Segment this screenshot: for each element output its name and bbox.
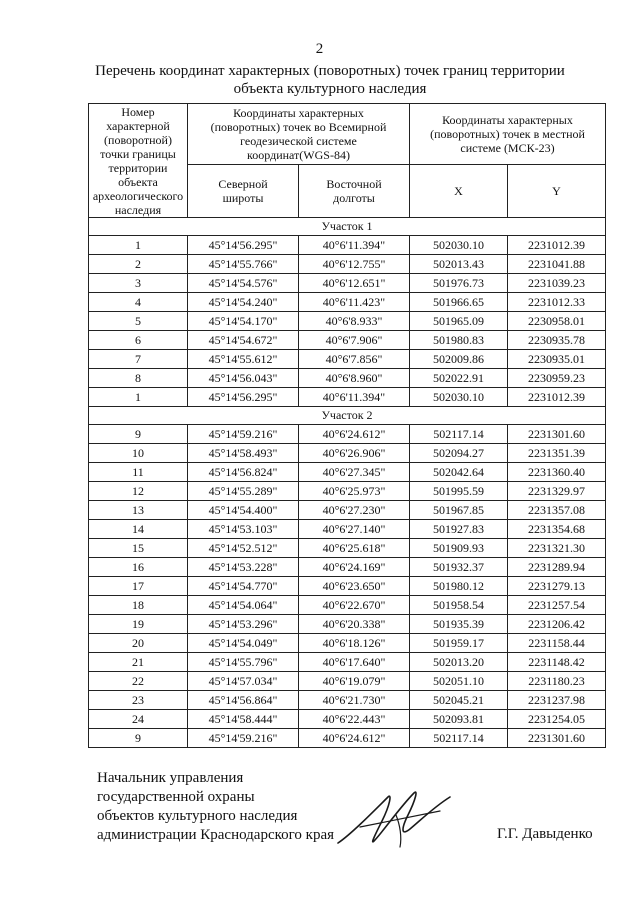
table-row — [89, 444, 606, 463]
table-row — [89, 274, 606, 293]
x-cell: 502042.64 — [410, 463, 508, 482]
x-cell: 501976.73 — [410, 274, 508, 293]
y-cell: 2231360.40 — [508, 463, 606, 482]
header-point-number-line: археологического — [92, 188, 184, 203]
y-cell: 2230935.01 — [508, 350, 606, 369]
header-x: X — [410, 165, 508, 218]
x-cell: 501932.37 — [410, 558, 508, 577]
point-number-cell: 17 — [89, 577, 188, 596]
longitude-cell: 40°6'11.394" — [299, 236, 410, 255]
signature-block — [97, 769, 334, 845]
y-cell: 2230935.78 — [508, 331, 606, 350]
latitude-cell: 45°14'54.576" — [188, 274, 299, 293]
latitude-cell: 45°14'58.444" — [188, 710, 299, 729]
latitude-cell: 45°14'56.043" — [188, 369, 299, 388]
longitude-cell: 40°6'11.394" — [299, 388, 410, 407]
y-cell: 2231041.88 — [508, 255, 606, 274]
header-point-number-line: точки границы — [100, 146, 176, 161]
x-cell: 501966.65 — [410, 293, 508, 312]
section-row — [89, 407, 606, 425]
point-number-cell: 7 — [89, 350, 188, 369]
header-point-number-line: территории — [108, 160, 168, 175]
point-number-cell: 6 — [89, 331, 188, 350]
header-point-number-line: наследия — [114, 202, 162, 217]
header-point-number-line: (поворотной) — [104, 132, 172, 147]
point-number-cell: 12 — [89, 482, 188, 501]
signature-title-line: объектов культурного наследия — [97, 808, 298, 824]
x-cell: 502117.14 — [410, 425, 508, 444]
latitude-cell: 45°14'54.672" — [188, 331, 299, 350]
header-wgs84-group-line: Координаты характерных — [233, 106, 364, 120]
coordinates-table — [88, 103, 606, 748]
point-number-cell: 9 — [89, 425, 188, 444]
table-row — [89, 729, 606, 748]
header-latitude-line: Северной — [218, 177, 268, 191]
latitude-cell: 45°14'54.240" — [188, 293, 299, 312]
table-row — [89, 596, 606, 615]
latitude-cell: 45°14'54.064" — [188, 596, 299, 615]
latitude-cell: 45°14'54.400" — [188, 501, 299, 520]
point-number-cell: 16 — [89, 558, 188, 577]
title-line-2: объекта культурного наследия — [233, 81, 427, 97]
longitude-cell: 40°6'12.651" — [299, 274, 410, 293]
point-number-cell: 22 — [89, 672, 188, 691]
x-cell: 502009.86 — [410, 350, 508, 369]
table-row — [89, 236, 606, 255]
x-cell: 501927.83 — [410, 520, 508, 539]
longitude-cell: 40°6'25.973" — [299, 482, 410, 501]
section-title: Участок 1 — [89, 218, 606, 236]
table-row — [89, 672, 606, 691]
point-number-cell: 2 — [89, 255, 188, 274]
table-row — [89, 369, 606, 388]
table-row — [89, 312, 606, 331]
latitude-cell: 45°14'59.216" — [188, 425, 299, 444]
longitude-cell: 40°6'18.126" — [299, 634, 410, 653]
table-row — [89, 482, 606, 501]
header-longitude — [299, 165, 410, 218]
y-cell: 2231357.08 — [508, 501, 606, 520]
longitude-cell: 40°6'23.650" — [299, 577, 410, 596]
longitude-cell: 40°6'25.618" — [299, 539, 410, 558]
header-point-number — [89, 104, 188, 218]
point-number-cell: 8 — [89, 369, 188, 388]
y-cell: 2231148.42 — [508, 653, 606, 672]
signatory-name: Г.Г. Давыденко — [497, 826, 593, 842]
header-wgs84-group-line: координат(WGS-84) — [247, 148, 350, 162]
y-cell: 2231354.68 — [508, 520, 606, 539]
signature-title-line: администрации Краснодарского края — [97, 827, 335, 843]
header-msk23-group-line: (поворотных) точек в местной — [430, 127, 585, 141]
latitude-cell: 45°14'58.493" — [188, 444, 299, 463]
longitude-cell: 40°6'24.612" — [299, 729, 410, 748]
latitude-cell: 45°14'54.170" — [188, 312, 299, 331]
point-number-cell: 13 — [89, 501, 188, 520]
y-cell: 2231039.23 — [508, 274, 606, 293]
point-number-cell: 21 — [89, 653, 188, 672]
latitude-cell: 45°14'56.864" — [188, 691, 299, 710]
y-cell: 2231012.33 — [508, 293, 606, 312]
x-cell: 502013.20 — [410, 653, 508, 672]
point-number-cell: 10 — [89, 444, 188, 463]
point-number-cell: 14 — [89, 520, 188, 539]
longitude-cell: 40°6'7.906" — [299, 331, 410, 350]
latitude-cell: 45°14'53.296" — [188, 615, 299, 634]
longitude-cell: 40°6'27.230" — [299, 501, 410, 520]
point-number-cell: 23 — [89, 691, 188, 710]
header-y: Y — [508, 165, 606, 218]
latitude-cell: 45°14'55.289" — [188, 482, 299, 501]
header-wgs84-group-line: геодезической системе — [240, 134, 357, 148]
latitude-cell: 45°14'59.216" — [188, 729, 299, 748]
x-cell: 502022.91 — [410, 369, 508, 388]
y-cell: 2231329.97 — [508, 482, 606, 501]
table-row — [89, 255, 606, 274]
header-longitude-line: долготы — [333, 191, 375, 205]
longitude-cell: 40°6'7.856" — [299, 350, 410, 369]
table-row — [89, 520, 606, 539]
point-number-cell: 19 — [89, 615, 188, 634]
x-cell: 501967.85 — [410, 501, 508, 520]
table-row — [89, 350, 606, 369]
header-latitude-line: широты — [222, 191, 264, 205]
longitude-cell: 40°6'27.140" — [299, 520, 410, 539]
longitude-cell: 40°6'22.670" — [299, 596, 410, 615]
header-msk23-group-line: Координаты характерных — [442, 113, 573, 127]
header-msk23-group — [410, 104, 606, 165]
y-cell: 2231206.42 — [508, 615, 606, 634]
y-cell: 2231012.39 — [508, 236, 606, 255]
x-cell: 502045.21 — [410, 691, 508, 710]
title-line-1: Перечень координат характерных (поворотных) точек границ территории — [95, 63, 565, 79]
point-number-cell: 4 — [89, 293, 188, 312]
x-cell: 502094.27 — [410, 444, 508, 463]
point-number-cell: 11 — [89, 463, 188, 482]
x-cell: 501935.39 — [410, 615, 508, 634]
table-row — [89, 653, 606, 672]
x-cell: 502093.81 — [410, 710, 508, 729]
point-number-cell: 9 — [89, 729, 188, 748]
y-cell: 2230959.23 — [508, 369, 606, 388]
point-number-cell: 15 — [89, 539, 188, 558]
x-cell: 502051.10 — [410, 672, 508, 691]
longitude-cell: 40°6'24.612" — [299, 425, 410, 444]
point-number-cell: 20 — [89, 634, 188, 653]
handwritten-signature — [330, 785, 460, 855]
y-cell: 2231289.94 — [508, 558, 606, 577]
longitude-cell: 40°6'17.640" — [299, 653, 410, 672]
y-cell: 2231158.44 — [508, 634, 606, 653]
longitude-cell: 40°6'21.730" — [299, 691, 410, 710]
table-row — [89, 388, 606, 407]
longitude-cell: 40°6'26.906" — [299, 444, 410, 463]
x-cell: 502030.10 — [410, 388, 508, 407]
longitude-cell: 40°6'20.338" — [299, 615, 410, 634]
table-row — [89, 577, 606, 596]
x-cell: 501995.59 — [410, 482, 508, 501]
document-title — [60, 62, 600, 98]
table-row — [89, 615, 606, 634]
latitude-cell: 45°14'56.295" — [188, 388, 299, 407]
y-cell: 2231301.60 — [508, 425, 606, 444]
table-row — [89, 293, 606, 312]
section-row — [89, 218, 606, 236]
header-longitude-line: Восточной — [326, 177, 382, 191]
table-row — [89, 691, 606, 710]
header-point-number-line: характерной — [106, 118, 170, 133]
y-cell: 2230958.01 — [508, 312, 606, 331]
header-wgs84-group-line: (поворотных) точек во Всемирной — [210, 120, 387, 134]
x-cell: 501980.83 — [410, 331, 508, 350]
table-row — [89, 425, 606, 444]
longitude-cell: 40°6'11.423" — [299, 293, 410, 312]
table-row — [89, 463, 606, 482]
latitude-cell: 45°14'57.034" — [188, 672, 299, 691]
x-cell: 502117.14 — [410, 729, 508, 748]
table-row — [89, 634, 606, 653]
header-wgs84-group — [188, 104, 410, 165]
latitude-cell: 45°14'56.295" — [188, 236, 299, 255]
x-cell: 501958.54 — [410, 596, 508, 615]
x-cell: 501980.12 — [410, 577, 508, 596]
table-row — [89, 501, 606, 520]
longitude-cell: 40°6'8.933" — [299, 312, 410, 331]
latitude-cell: 45°14'54.770" — [188, 577, 299, 596]
header-latitude — [188, 165, 299, 218]
table-row — [89, 558, 606, 577]
latitude-cell: 45°14'52.512" — [188, 539, 299, 558]
section-title: Участок 2 — [89, 407, 606, 425]
signature-title-line: государственной охраны — [97, 789, 255, 805]
longitude-cell: 40°6'27.345" — [299, 463, 410, 482]
latitude-cell: 45°14'55.612" — [188, 350, 299, 369]
point-number-cell: 24 — [89, 710, 188, 729]
y-cell: 2231237.98 — [508, 691, 606, 710]
x-cell: 501965.09 — [410, 312, 508, 331]
y-cell: 2231180.23 — [508, 672, 606, 691]
y-cell: 2231257.54 — [508, 596, 606, 615]
longitude-cell: 40°6'24.169" — [299, 558, 410, 577]
longitude-cell: 40°6'22.443" — [299, 710, 410, 729]
header-point-number-line: объекта — [118, 174, 158, 189]
table-row — [89, 539, 606, 558]
table-body — [89, 218, 606, 748]
longitude-cell: 40°6'12.755" — [299, 255, 410, 274]
y-cell: 2231351.39 — [508, 444, 606, 463]
point-number-cell: 1 — [89, 388, 188, 407]
longitude-cell: 40°6'19.079" — [299, 672, 410, 691]
x-cell: 501909.93 — [410, 539, 508, 558]
latitude-cell: 45°14'53.228" — [188, 558, 299, 577]
header-point-number-line: Номер — [121, 104, 155, 119]
table-row — [89, 331, 606, 350]
latitude-cell: 45°14'56.824" — [188, 463, 299, 482]
point-number-cell: 1 — [89, 236, 188, 255]
longitude-cell: 40°6'8.960" — [299, 369, 410, 388]
x-cell: 502030.10 — [410, 236, 508, 255]
latitude-cell: 45°14'55.796" — [188, 653, 299, 672]
header-msk23-group-line: системе (МСК-23) — [460, 141, 555, 155]
latitude-cell: 45°14'54.049" — [188, 634, 299, 653]
page-number: 2 — [315, 41, 324, 57]
y-cell: 2231279.13 — [508, 577, 606, 596]
x-cell: 502013.43 — [410, 255, 508, 274]
latitude-cell: 45°14'53.103" — [188, 520, 299, 539]
point-number-cell: 5 — [89, 312, 188, 331]
point-number-cell: 18 — [89, 596, 188, 615]
x-cell: 501959.17 — [410, 634, 508, 653]
y-cell: 2231301.60 — [508, 729, 606, 748]
latitude-cell: 45°14'55.766" — [188, 255, 299, 274]
signature-title-line: Начальник управления — [97, 770, 244, 786]
y-cell: 2231254.05 — [508, 710, 606, 729]
table-row — [89, 710, 606, 729]
y-cell: 2231321.30 — [508, 539, 606, 558]
y-cell: 2231012.39 — [508, 388, 606, 407]
point-number-cell: 3 — [89, 274, 188, 293]
